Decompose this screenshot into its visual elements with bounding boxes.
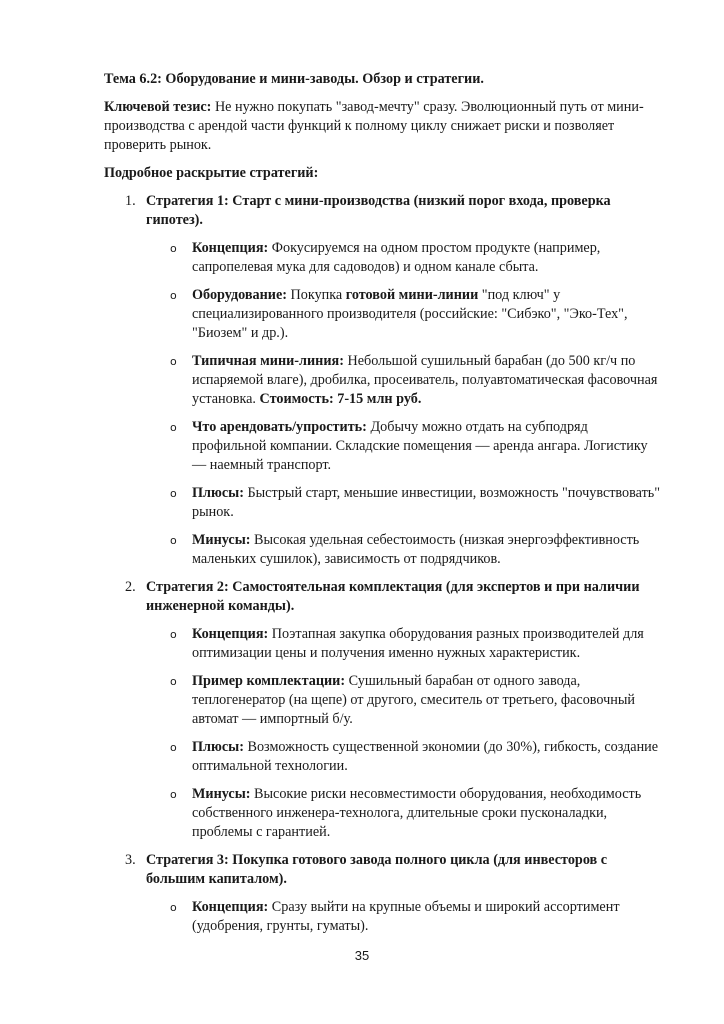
item-label: Минусы:	[192, 786, 251, 802]
key-thesis-label: Ключевой тезис:	[104, 99, 212, 115]
item-text: Поэтапная закупка оборудования разных производителей для оптимизации цены и получения именно нужных характеристик.	[192, 626, 644, 661]
item-label: Плюсы:	[192, 485, 244, 501]
strategy-number: 2.	[125, 579, 136, 595]
bullet-icon: o	[170, 421, 177, 434]
strategy-title: Стратегия 3: Покупка готового завода полного цикла (для инвесторов с большим капиталом).	[146, 852, 608, 887]
item-label: Концепция:	[192, 626, 269, 642]
item-text: Возможность существенной экономии (до 30%), гибкость, создание оптимальной технологии.	[192, 739, 659, 774]
strategy-3	[104, 851, 664, 936]
list-item	[146, 286, 664, 343]
list-item	[146, 531, 664, 569]
strategy-2-items	[146, 625, 664, 842]
item-text: Высокие риски несовместимости оборудования, необходимость собственного инженера-технолога, длительные сроки пусконаладки, проблемы с гарантией.	[192, 786, 642, 840]
item-label: Оборудование:	[192, 287, 287, 303]
list-item	[146, 785, 664, 842]
strategy-1	[104, 192, 664, 569]
item-label: Минусы:	[192, 532, 251, 548]
item-cost: Стоимость: 7-15 млн руб.	[259, 391, 422, 407]
strategy-2	[104, 578, 664, 842]
item-text: Фокусируемся на одном простом продукте (например, сапропелевая мука для садоводов) и одном канале сбыта.	[192, 240, 601, 275]
section-heading: Подробное раскрытие стратегий:	[104, 165, 319, 181]
bullet-icon: o	[170, 788, 177, 801]
list-item	[146, 672, 664, 729]
bullet-icon: o	[170, 355, 177, 368]
item-emphasis: готовой мини-линии	[345, 287, 479, 303]
page-number: 35	[354, 948, 370, 963]
list-item	[146, 625, 664, 663]
bullet-icon: o	[170, 487, 177, 500]
item-label: Типичная мини-линия:	[192, 353, 344, 369]
strategy-3-items	[146, 898, 664, 936]
list-item	[146, 738, 664, 776]
list-item	[146, 418, 664, 475]
bullet-icon: o	[170, 675, 177, 688]
item-text: Высокая удельная себестоимость (низкая энергоэффективность маленьких сушилок), зависимость от подрядчиков.	[192, 532, 640, 567]
strategy-title: Стратегия 2: Самостоятельная комплектация (для экспертов и при наличии инженерной команды).	[146, 579, 640, 614]
item-label: Что арендовать/упростить:	[192, 419, 367, 435]
item-text: Сушильный барабан от одного завода, теплогенератор (на щепе) от другого, смеситель от третьего, фасовочный автомат — импортный б/у.	[192, 673, 635, 727]
list-item	[146, 484, 664, 522]
page-title: Тема 6.2: Оборудование и мини-заводы. Обзор и стратегии.	[104, 71, 484, 87]
strategy-number: 3.	[125, 852, 136, 868]
item-label: Концепция:	[192, 240, 269, 256]
item-text-continued: "под ключ" у специализированного производителя (российские: "Сибэко", "Эко-Тех", "Биозем" и др.).	[192, 287, 628, 341]
item-label: Пример комплектации:	[192, 673, 346, 689]
item-text: Добычу можно отдать на субподряд профильной компании. Складские помещения — аренда ангара. Логистику — наемный транспорт.	[192, 419, 648, 473]
strategy-number: 1.	[125, 193, 136, 209]
item-label: Плюсы:	[192, 739, 244, 755]
strategy-1-items	[146, 239, 664, 569]
bullet-icon: o	[170, 628, 177, 641]
item-text: Покупка	[286, 287, 346, 303]
bullet-icon: o	[170, 901, 177, 914]
key-thesis-text: Не нужно покупать "завод-мечту" сразу. Эволюционный путь от мини-производства с арендой части функций к полному циклу снижает риски и позволяет проверить рынок.	[104, 99, 644, 153]
item-text: Сразу выйти на крупные объемы и широкий ассортимент (удобрения, грунты, гуматы).	[192, 899, 620, 934]
item-text: Небольшой сушильный барабан (до 500 кг/ч по испаряемой влаге), дробилка, просеиватель, полуавтоматическая фасовочная установка.	[192, 353, 658, 407]
bullet-icon: o	[170, 741, 177, 754]
bullet-icon: o	[170, 534, 177, 547]
bullet-icon: o	[170, 242, 177, 255]
document-page	[104, 70, 664, 945]
strategy-title: Стратегия 1: Старт с мини-производства (низкий порог входа, проверка гипотез).	[146, 193, 611, 228]
list-item	[146, 239, 664, 277]
item-text: Быстрый старт, меньшие инвестиции, возможность "почувствовать" рынок.	[192, 485, 661, 520]
key-thesis	[104, 98, 664, 155]
list-item	[146, 898, 664, 936]
list-item	[146, 352, 664, 409]
item-label: Концепция:	[192, 899, 269, 915]
bullet-icon: o	[170, 289, 177, 302]
